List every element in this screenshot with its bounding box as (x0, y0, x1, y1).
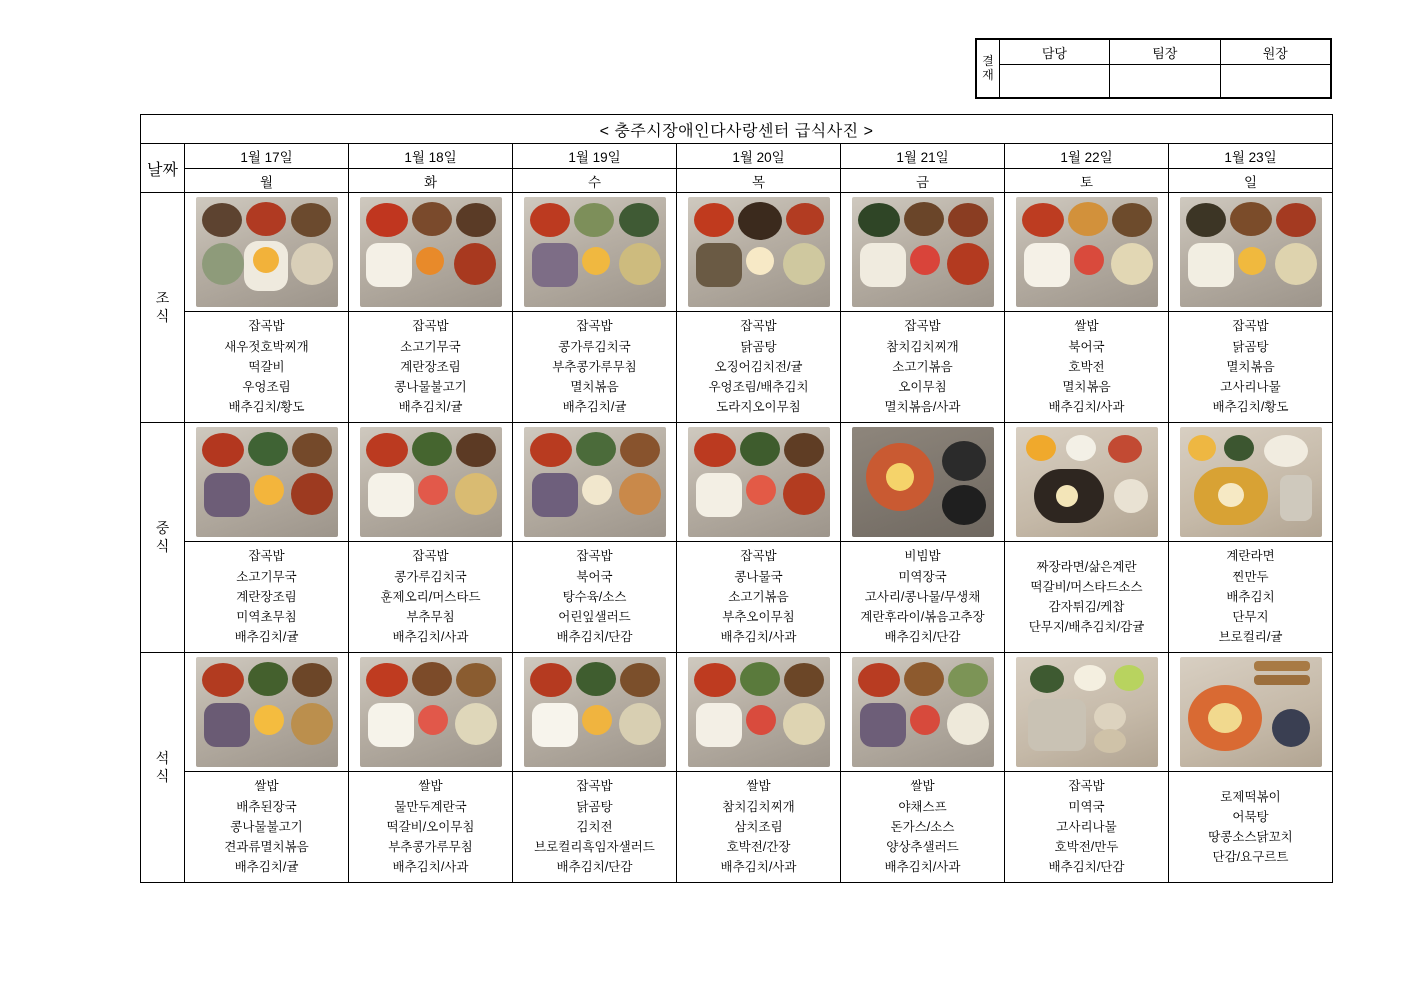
food-tray-image (524, 657, 666, 767)
approval-table (976, 39, 1331, 98)
approval-box (975, 38, 1332, 99)
menu-text-breakfast-sat (1005, 312, 1169, 423)
menu-text-lunch-sun (1169, 542, 1333, 653)
menu-item: 도라지오이무침 (716, 400, 801, 415)
menu-item: 호박전 (1068, 359, 1105, 374)
menu-item: 소고기무국 (400, 339, 461, 354)
menu-item: 호박전/간장 (726, 840, 791, 855)
menu-item: 삼치조림 (734, 819, 783, 834)
menu-item: 양상추샐러드 (886, 840, 959, 855)
menu-item: 배추김치/사과 (720, 630, 797, 645)
menu-item: 비빔밥 (904, 549, 941, 564)
menu-text-dinner-tue (349, 772, 513, 883)
meal-photo-dinner-wed (513, 653, 677, 772)
meal-photo-breakfast-sat (1005, 193, 1169, 312)
menu-item: 떡갈비/오이무침 (386, 819, 475, 834)
menu-item: 멸치볶음 (1226, 359, 1275, 374)
menu-item: 미역초무침 (236, 610, 297, 625)
approval-signature-teamlead[interactable] (1110, 65, 1220, 98)
menu-text-breakfast-thu (677, 312, 841, 423)
food-tray-image (360, 427, 502, 537)
menu-item: 배추김치/단감 (1048, 860, 1125, 875)
approval-header-director: 원장 (1220, 40, 1330, 65)
menu-item: 배추김치 (1226, 589, 1275, 604)
menu-item: 떡갈비 (248, 359, 285, 374)
menu-item: 소고기볶음 (892, 359, 953, 374)
meal-photo-breakfast-fri (841, 193, 1005, 312)
menu-item: 잡곡밥 (1068, 779, 1105, 794)
day-header-6: 일 (1169, 169, 1333, 193)
food-tray-image (196, 427, 338, 537)
menu-item: 배추김치/사과 (1048, 400, 1125, 415)
menu-item: 찐만두 (1232, 569, 1269, 584)
meal-photo-lunch-sat (1005, 423, 1169, 542)
menu-item: 참치김치찌개 (886, 339, 959, 354)
meal-label-dinner (141, 653, 185, 883)
menu-item: 감자튀김/케찹 (1048, 600, 1125, 614)
menu-item: 새우젓호박찌개 (224, 339, 309, 354)
meal-photo-table-container (140, 114, 1332, 883)
menu-item: 배추김치/사과 (720, 860, 797, 875)
menu-text-lunch-thu (677, 542, 841, 653)
menu-text-lunch-sat (1005, 542, 1169, 653)
menu-item: 잡곡밥 (412, 549, 449, 564)
menu-item: 물만두계란국 (394, 799, 467, 814)
food-tray-image (196, 197, 338, 307)
menu-item: 닭곰탕 (740, 339, 777, 354)
menu-item: 배추된장국 (236, 799, 297, 814)
menu-text-breakfast-fri (841, 312, 1005, 423)
menu-item: 잡곡밥 (576, 549, 613, 564)
meal-photo-lunch-wed (513, 423, 677, 542)
approval-header-teamlead: 팀장 (1110, 40, 1220, 65)
menu-text-breakfast-tue (349, 312, 513, 423)
menu-item: 참치김치찌개 (722, 799, 795, 814)
menu-item: 배추김치/사과 (884, 860, 961, 875)
menu-item: 로제떡볶이 (1220, 789, 1281, 804)
meal-photo-dinner-sun (1169, 653, 1333, 772)
meal-photo-breakfast-tue (349, 193, 513, 312)
meal-label-breakfast-line2: 식 (155, 307, 170, 324)
meal-label-lunch-line2: 식 (155, 537, 170, 554)
menu-item: 잡곡밥 (248, 549, 285, 564)
menu-item: 배추김치/황도 (228, 400, 305, 415)
menu-item: 고사리나물 (1056, 819, 1117, 834)
menu-item: 멸치볶음 (570, 380, 619, 395)
food-tray-image (1016, 657, 1158, 767)
menu-item: 짜장라면/삶은계란 (1036, 559, 1137, 574)
menu-item: 배추김치/사과 (392, 630, 469, 645)
menu-item: 잡곡밥 (1232, 319, 1269, 334)
menu-text-lunch-fri (841, 542, 1005, 653)
meal-photo-dinner-fri (841, 653, 1005, 772)
menu-item: 배추김치/단감 (556, 630, 633, 645)
menu-item: 계란라면 (1226, 549, 1275, 564)
menu-item: 잡곡밥 (248, 319, 285, 334)
menu-item: 콩가루김치국 (394, 569, 467, 584)
food-tray-image (688, 197, 830, 307)
meal-photo-dinner-sat (1005, 653, 1169, 772)
meal-photo-dinner-mon (185, 653, 349, 772)
menu-item: 잡곡밥 (904, 319, 941, 334)
meal-photo-lunch-fri (841, 423, 1005, 542)
menu-item: 콩가루김치국 (558, 339, 631, 354)
menu-text-breakfast-sun (1169, 312, 1333, 423)
menu-item: 콩나물국 (734, 569, 783, 584)
approval-header-manager: 담당 (999, 40, 1109, 65)
menu-item: 쌀밥 (418, 779, 443, 794)
menu-item: 미역국 (1068, 799, 1105, 814)
day-header-2: 수 (513, 169, 677, 193)
menu-item: 콩나물불고기 (230, 819, 303, 834)
menu-item: 배추김치/귤 (562, 400, 627, 415)
meal-label-dinner-line1: 석 (155, 750, 170, 766)
menu-text-breakfast-mon (185, 312, 349, 423)
meal-label-breakfast (141, 193, 185, 423)
menu-item: 멸치볶음/사과 (884, 400, 961, 415)
menu-item: 잡곡밥 (576, 779, 613, 794)
menu-item: 땅콩소스닭꼬치 (1208, 830, 1293, 844)
meal-photo-table (140, 114, 1333, 883)
day-header-0: 월 (185, 169, 349, 193)
menu-item: 단무지/배추김치/감귤 (1028, 620, 1145, 635)
date-header-3: 1월 20일 (677, 144, 841, 169)
menu-item: 쌀밥 (1074, 319, 1099, 334)
menu-item: 계란후라이/볶음고추장 (860, 610, 985, 625)
menu-item: 우엉조림/배추김치 (708, 380, 809, 395)
menu-item: 야채스프 (898, 799, 947, 814)
food-tray-image (360, 197, 502, 307)
menu-item: 쌀밥 (254, 779, 279, 794)
menu-item: 소고기볶음 (728, 589, 789, 604)
menu-item: 브로컬리/귤 (1218, 630, 1283, 645)
menu-item: 고사리/콩나물/무생채 (864, 589, 981, 604)
meal-photo-breakfast-wed (513, 193, 677, 312)
date-header-6: 1월 23일 (1169, 144, 1333, 169)
page-title: < 충주시장애인다사랑센터 급식사진 > (141, 115, 1333, 144)
menu-item: 잡곡밥 (576, 319, 613, 334)
menu-item: 브로컬리흑임자샐러드 (534, 840, 655, 855)
food-tray-image (1180, 197, 1322, 307)
date-header-0: 1월 17일 (185, 144, 349, 169)
menu-item: 김치전 (576, 819, 613, 834)
food-tray-image (1180, 657, 1322, 767)
menu-text-lunch-tue (349, 542, 513, 653)
meal-photo-lunch-tue (349, 423, 513, 542)
food-tray-image (688, 657, 830, 767)
menu-item: 콩나물불고기 (394, 380, 467, 395)
menu-item: 잡곡밥 (740, 319, 777, 334)
menu-item: 우엉조림 (242, 380, 291, 395)
menu-item: 호박전/만두 (1054, 840, 1119, 855)
menu-text-lunch-mon (185, 542, 349, 653)
menu-item: 배추김치/단감 (556, 860, 633, 875)
menu-item: 부추무침 (406, 610, 455, 625)
day-header-1: 화 (349, 169, 513, 193)
menu-item: 소고기무국 (236, 569, 297, 584)
menu-item: 북어국 (1068, 339, 1105, 354)
date-header-4: 1월 21일 (841, 144, 1005, 169)
meal-photo-dinner-thu (677, 653, 841, 772)
menu-text-dinner-wed (513, 772, 677, 883)
menu-item: 잡곡밥 (740, 549, 777, 564)
menu-item: 쌀밥 (746, 779, 771, 794)
food-tray-image (852, 427, 994, 537)
menu-text-dinner-sun (1169, 772, 1333, 883)
date-header-1: 1월 18일 (349, 144, 513, 169)
menu-item: 훈제오리/머스타드 (380, 589, 481, 604)
menu-item: 고사리나물 (1220, 380, 1281, 395)
food-tray-image (688, 427, 830, 537)
menu-item: 배추김치/귤 (234, 860, 299, 875)
menu-item: 단무지 (1232, 610, 1269, 625)
menu-item: 부추오이무침 (722, 610, 795, 625)
meal-photo-breakfast-mon (185, 193, 349, 312)
menu-item: 북어국 (576, 569, 613, 584)
menu-text-dinner-fri (841, 772, 1005, 883)
approval-vertical-label-bottom: 재 (982, 67, 994, 82)
menu-text-dinner-sat (1005, 772, 1169, 883)
meal-label-dinner-line2: 식 (155, 767, 170, 784)
food-tray-image (1016, 427, 1158, 537)
menu-item: 계란장조림 (400, 359, 461, 374)
food-tray-image (360, 657, 502, 767)
meal-label-lunch (141, 423, 185, 653)
menu-item: 부추콩가루무침 (388, 840, 473, 855)
menu-item: 배추김치/황도 (1212, 400, 1289, 415)
meal-label-breakfast-line1: 조 (155, 290, 170, 306)
menu-item: 배추김치/사과 (392, 860, 469, 875)
day-header-3: 목 (677, 169, 841, 193)
date-header-2: 1월 19일 (513, 144, 677, 169)
menu-item: 잡곡밥 (412, 319, 449, 334)
menu-item: 오이무침 (898, 380, 947, 395)
food-tray-image (1016, 197, 1158, 307)
approval-signature-manager[interactable] (999, 65, 1109, 98)
meal-photo-lunch-thu (677, 423, 841, 542)
meal-label-lunch-line1: 중 (155, 520, 170, 536)
meal-photo-breakfast-thu (677, 193, 841, 312)
food-tray-image (852, 657, 994, 767)
meal-photo-dinner-tue (349, 653, 513, 772)
menu-text-lunch-wed (513, 542, 677, 653)
menu-item: 배추김치/단감 (884, 630, 961, 645)
approval-vertical-label-top: 결 (982, 53, 994, 68)
menu-item: 미역장국 (898, 569, 947, 584)
menu-item: 견과류멸치볶음 (224, 840, 309, 855)
menu-item: 어린잎샐러드 (558, 610, 631, 625)
menu-item: 떡갈비/머스타드소스 (1030, 579, 1143, 594)
approval-vertical-label (977, 40, 1000, 98)
menu-item: 탕수육/소스 (562, 589, 627, 604)
food-tray-image (196, 657, 338, 767)
menu-text-dinner-thu (677, 772, 841, 883)
food-tray-image (1180, 427, 1322, 537)
menu-item: 단감/요구르트 (1212, 850, 1289, 865)
menu-item: 배추김치/귤 (398, 400, 463, 415)
menu-text-breakfast-wed (513, 312, 677, 423)
menu-item: 멸치볶음 (1062, 380, 1111, 395)
menu-item: 닭곰탕 (576, 799, 613, 814)
meal-photo-breakfast-sun (1169, 193, 1333, 312)
meal-photo-lunch-sun (1169, 423, 1333, 542)
menu-item: 닭곰탕 (1232, 339, 1269, 354)
food-tray-image (524, 197, 666, 307)
menu-item: 오징어김치전/귤 (714, 359, 803, 374)
day-header-5: 토 (1005, 169, 1169, 193)
menu-item: 부추콩가루무침 (552, 359, 637, 374)
menu-item: 계란장조림 (236, 589, 297, 604)
approval-signature-director[interactable] (1220, 65, 1330, 98)
date-header-5: 1월 22일 (1005, 144, 1169, 169)
menu-text-dinner-mon (185, 772, 349, 883)
food-tray-image (852, 197, 994, 307)
menu-item: 어묵탕 (1232, 809, 1269, 824)
food-tray-image (524, 427, 666, 537)
day-header-4: 금 (841, 169, 1005, 193)
menu-item: 쌀밥 (910, 779, 935, 794)
menu-item: 돈가스/소스 (890, 819, 955, 834)
meal-photo-lunch-mon (185, 423, 349, 542)
date-row-label: 날짜 (141, 144, 185, 193)
menu-item: 배추김치/귤 (234, 630, 299, 645)
